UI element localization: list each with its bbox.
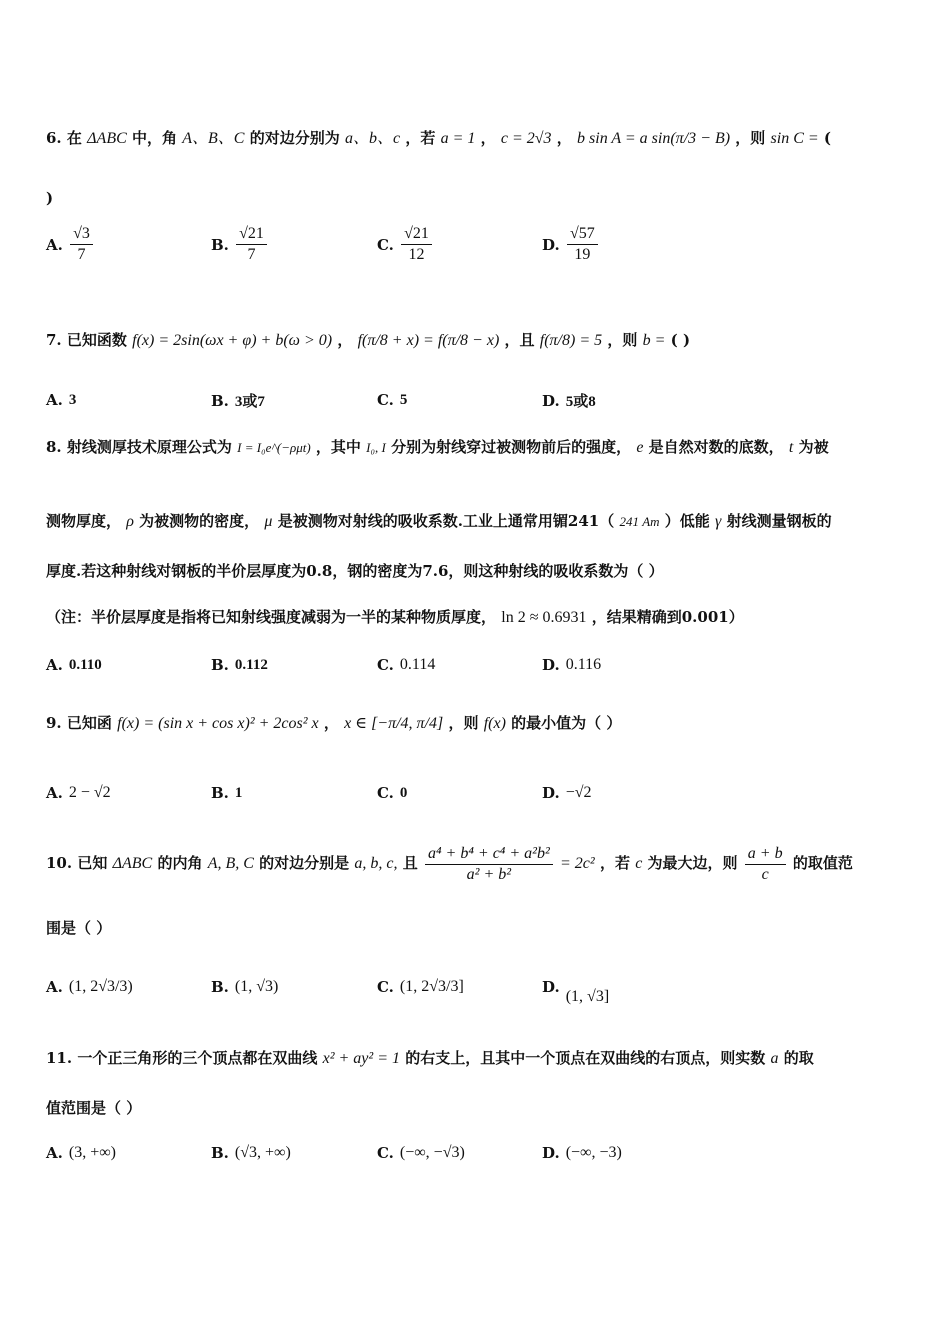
option-label: D. [542, 656, 560, 674]
option-value: 3 [68, 391, 77, 408]
q11-number: 11. [46, 1049, 73, 1067]
option-label: D. [542, 784, 560, 802]
frac-num: √21 [236, 225, 267, 245]
q9-math-fx: f(x) [483, 715, 506, 732]
q7-math-value: f(π/8) = 5 [539, 332, 603, 349]
q7-math-function: f(x) = 2sin(ωx + φ) + b(ω > 0) [132, 332, 333, 349]
q8-note: （注：半价层厚度是指将已知射线强度减弱为一半的某种物质厚度， [46, 608, 497, 626]
question-8-line-4 [46, 607, 910, 628]
q7-text: ，则 [607, 331, 638, 349]
q6-text: ， [556, 129, 572, 147]
q6-text: ，则 [735, 129, 766, 147]
q9-option-a[interactable] [46, 783, 111, 802]
q10-text: 的内角 [157, 854, 203, 872]
q10-math-sides: a, b, c, [354, 855, 398, 872]
q10-math-equals: = 2c² [560, 855, 595, 872]
frac-num: √3 [70, 225, 93, 245]
q10-math-triangle: ΔABC [112, 855, 153, 872]
q10-fraction-ratio [745, 845, 786, 884]
frac-den: 19 [574, 246, 591, 263]
q8-math-mu: μ [264, 513, 273, 530]
frac-num: a⁴ + b⁴ + c⁴ + a²b² [425, 845, 553, 865]
q6-text: 的对边分别为 [249, 129, 340, 147]
option-value: (1, √3] [565, 988, 610, 1005]
q6-text: ，若 [405, 129, 436, 147]
q8-text: 厚度.若这种射线对钢板的半价层厚度为0.8，钢的密度为7.6，则这种射线的吸收系数为（ ） [46, 562, 664, 580]
frac-den: c [761, 865, 769, 883]
option-label: A. [46, 235, 63, 254]
q6-paren-close: ) [46, 189, 54, 207]
q8-number: 8. [46, 438, 62, 456]
q6-math-sides: a、b、c [344, 130, 401, 147]
option-label: D. [542, 235, 560, 254]
q9-text: ， [323, 714, 339, 732]
question-8-line-1 [46, 437, 910, 458]
q7-text: 已知函数 [66, 331, 127, 349]
q11-math-a: a [770, 1050, 779, 1067]
q10-text: 的对边分别是 [259, 854, 350, 872]
q9-option-c[interactable] [377, 783, 407, 802]
q8-option-b[interactable] [211, 655, 268, 674]
option-label: B. [211, 656, 229, 674]
option-value: (3, +∞) [68, 1144, 116, 1161]
option-value: (1, 2√3/3] [399, 978, 464, 995]
q10-text: ，若 [599, 854, 630, 872]
option-value: 2 − √2 [68, 784, 111, 801]
q6-number: 6. [46, 129, 62, 147]
q10-option-c[interactable] [377, 977, 464, 996]
q7-text: ， [337, 331, 353, 349]
q8-option-c[interactable] [377, 655, 435, 674]
q7-math-b: b = [642, 332, 666, 349]
q10-option-b[interactable] [211, 977, 278, 996]
q7-math-symmetry: f(π/8 + x) = f(π/8 − x) [357, 332, 500, 349]
option-label: A. [46, 978, 63, 996]
q11-math-hyperbola: x² + ay² = 1 [322, 1050, 400, 1067]
option-label: A. [46, 1144, 63, 1162]
q6-math-c: c = 2√3 [500, 130, 552, 147]
q11-text: 的右支上，且其中一个顶点在双曲线的右顶点，则实数 [405, 1049, 766, 1067]
q8-text: 分别为射线穿过被测物前后的强度， [391, 438, 632, 456]
frac-num: a + b [745, 845, 786, 865]
option-fraction [236, 225, 267, 264]
q7-option-c[interactable] [377, 390, 407, 409]
option-value: (−∞, −√3) [399, 1144, 465, 1161]
q8-text: 是被测物对射线的吸收系数.工业上通常用镅241（ [277, 512, 615, 530]
q10-text: 为最大边，则 [647, 854, 738, 872]
q10-text: 的取值范 [792, 854, 853, 872]
q8-math-americium: 241 Am [619, 514, 660, 529]
q9-option-b[interactable] [211, 783, 242, 802]
q7-paren: ( ) [670, 331, 691, 349]
q6-paren: ( [823, 129, 832, 147]
q9-text: 已知函 [66, 714, 112, 732]
option-value: 0.114 [399, 656, 436, 673]
option-value: −√2 [565, 784, 592, 801]
q8-text: ，其中 [315, 438, 361, 456]
q9-text: 的最小值为（ ） [511, 714, 622, 732]
q8-option-d[interactable] [542, 655, 601, 674]
frac-den: 12 [408, 246, 425, 263]
option-label: B. [211, 978, 229, 996]
option-label: C. [377, 1144, 394, 1162]
option-label: B. [211, 1144, 229, 1162]
q8-text: ）低能 [664, 512, 710, 530]
q6-option-d[interactable] [542, 225, 600, 264]
q11-text: 的取 [783, 1049, 814, 1067]
question-11-line-2 [46, 1098, 910, 1118]
q10-fraction-condition [425, 845, 553, 884]
question-10-line-1 [46, 840, 910, 887]
question-8-line-3 [46, 561, 910, 581]
q10-text: 已知 [77, 854, 108, 872]
question-6-line-2 [46, 188, 910, 208]
option-value: 1 [234, 784, 243, 801]
q6-option-a[interactable] [46, 225, 95, 264]
option-fraction [567, 225, 598, 264]
question-8-line-2 [46, 511, 910, 532]
q8-option-a[interactable] [46, 655, 102, 674]
question-11-line-1 [46, 1048, 910, 1069]
question-6-line-1 [46, 128, 910, 149]
q7-option-a[interactable] [46, 390, 76, 409]
q6-option-c[interactable] [377, 225, 434, 264]
option-fraction [70, 225, 93, 264]
q9-math-domain: x ∈ [−π/4, π/4] [344, 715, 444, 732]
option-label: D. [542, 978, 560, 996]
q10-math-angles: A, B, C [207, 855, 254, 872]
q6-math-sinc: sin C = [770, 130, 819, 147]
q11-option-c[interactable] [377, 1143, 465, 1162]
q8-math-rho: ρ [126, 513, 134, 530]
option-value: 3或7 [234, 394, 265, 410]
frac-den: 7 [77, 246, 86, 263]
q6-math-triangle: ΔABC [87, 130, 127, 147]
q6-option-b[interactable] [211, 225, 269, 264]
q8-math-ln2: ln 2 ≈ 0.6931 [501, 609, 587, 626]
q8-math-formula: I = I₀e^(−ρμt) [237, 440, 311, 455]
option-label: C. [377, 391, 394, 409]
option-value: 0 [399, 784, 408, 801]
q10-math-c: c [635, 855, 643, 872]
q8-math-t: t [788, 439, 794, 456]
option-value: 0.110 [68, 656, 102, 673]
q6-text: 在 [66, 129, 82, 147]
q10-text: 且 [402, 854, 418, 872]
option-label: D. [542, 391, 560, 410]
q6-text: 中，角 [132, 129, 178, 147]
question-7-line-1 [46, 330, 910, 351]
q10-option-d[interactable] [542, 977, 610, 1005]
q8-math-e: e [636, 439, 644, 456]
option-fraction [401, 225, 432, 264]
q10-text: 围是（ ） [46, 919, 112, 937]
question-9-line-1 [46, 713, 910, 734]
q11-option-b[interactable] [211, 1143, 291, 1162]
frac-den: a² + b² [466, 865, 512, 883]
option-value: (1, √3) [234, 978, 279, 995]
q11-text: 值范围是（ ） [46, 1099, 142, 1117]
q10-number: 10. [46, 854, 73, 872]
frac-den: 7 [247, 246, 256, 263]
option-value: 5 [399, 391, 408, 408]
q7-number: 7. [46, 331, 62, 349]
q8-math-intensity: I₀, I [366, 440, 386, 455]
option-value: 0.116 [565, 656, 602, 673]
q8-math-gamma: γ [715, 513, 722, 530]
frac-num: √21 [401, 225, 432, 245]
q9-number: 9. [46, 714, 62, 732]
q8-text: 射线测量钢板的 [726, 512, 832, 530]
option-value: 0.112 [234, 656, 268, 673]
q9-text: ，则 [448, 714, 479, 732]
question-10-line-2 [46, 918, 910, 938]
q8-text: 为被测物的密度， [139, 512, 260, 530]
q9-option-d[interactable] [542, 783, 592, 802]
option-label: C. [377, 235, 394, 254]
q10-option-a[interactable] [46, 977, 133, 996]
option-label: C. [377, 978, 394, 996]
option-label: A. [46, 391, 63, 409]
q7-option-b[interactable] [211, 390, 265, 411]
q11-option-a[interactable] [46, 1143, 116, 1162]
q8-text: 为被 [798, 438, 829, 456]
q7-option-d[interactable] [542, 390, 596, 411]
q11-option-d[interactable] [542, 1143, 622, 1162]
q8-note: ，结果精确到0.001） [591, 608, 744, 626]
option-label: C. [377, 784, 394, 802]
option-label: B. [211, 391, 229, 410]
option-value: (1, 2√3/3) [68, 978, 133, 995]
frac-num: √57 [567, 225, 598, 245]
option-label: B. [211, 235, 229, 254]
q6-math-a: a = 1 [440, 130, 476, 147]
option-label: B. [211, 784, 229, 802]
option-label: A. [46, 656, 63, 674]
option-value: (√3, +∞) [234, 1144, 291, 1161]
option-label: C. [377, 656, 394, 674]
q8-text: 测物厚度， [46, 512, 122, 530]
option-label: D. [542, 1144, 560, 1162]
option-label: A. [46, 784, 63, 802]
q11-text: 一个正三角形的三个顶点都在双曲线 [77, 1049, 318, 1067]
q9-math-function: f(x) = (sin x + cos x)² + 2cos² x [117, 715, 319, 732]
q6-text: ， [480, 129, 496, 147]
q7-text: ，且 [504, 331, 535, 349]
q8-text: 射线测厚技术原理公式为 [66, 438, 232, 456]
option-value: (−∞, −3) [565, 1144, 622, 1161]
q6-math-condition: b sin A = a sin(π/3 − B) [577, 130, 731, 147]
option-value: 5或8 [565, 394, 596, 410]
q8-text: 是自然对数的底数， [648, 438, 784, 456]
q6-math-angles: A、B、C [182, 130, 245, 147]
